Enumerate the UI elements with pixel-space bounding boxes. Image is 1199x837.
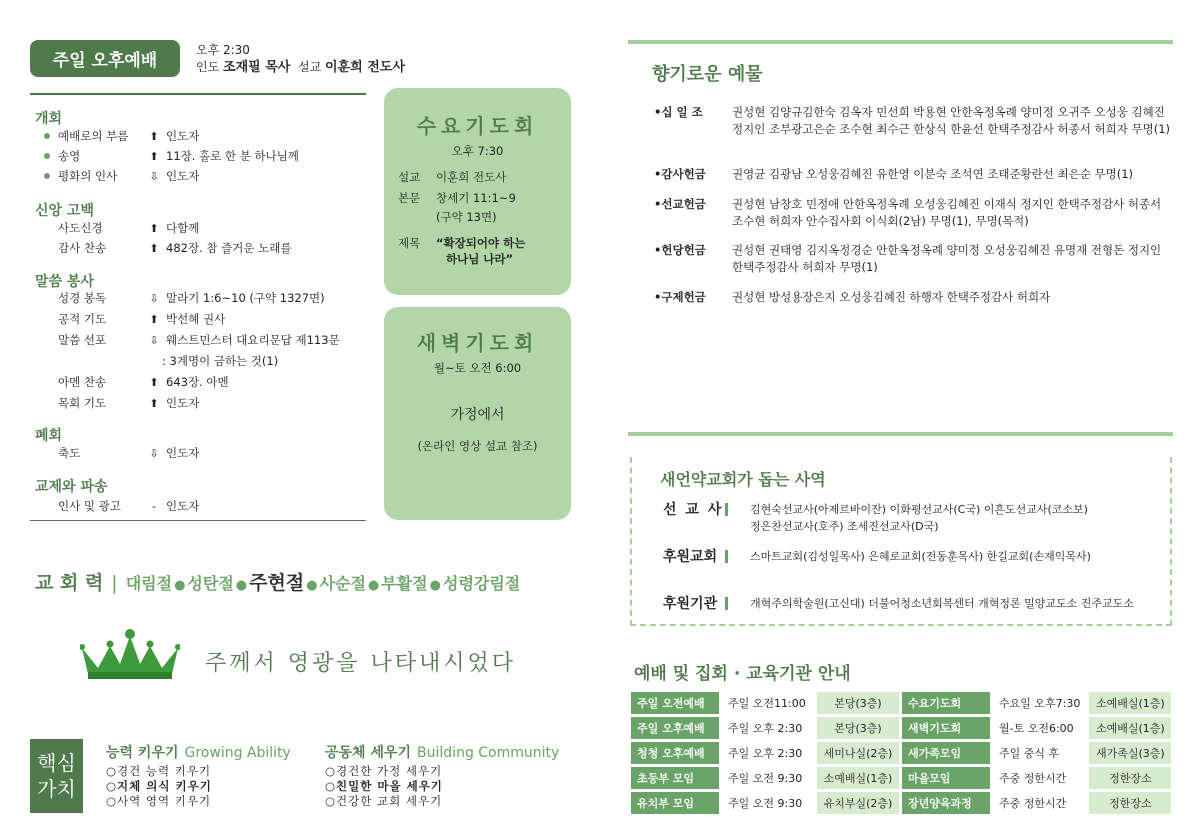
order-item: 축도 ⇩ 인도자 [58, 446, 200, 460]
mission-row: 선 교 사 [663, 499, 728, 519]
sit-icon: ⇩ [149, 169, 159, 183]
order-item: 공적 기도 ⬆ 박선혜 권사 [58, 312, 226, 326]
schedule-table [628, 689, 1174, 817]
offering-row: •선교헌금 권성현 남창호 민정애 안한옥정옥례 오성웅김혜진 이재식 정지인 한택주정감사 허종서 조수현 허희자 안수집사회 이식회(2남) 무명(1), 무명(목적) [654, 197, 1162, 228]
divider [628, 40, 1173, 44]
section-title: 폐회 [35, 428, 63, 444]
dawn-place: 가정에서 [450, 407, 505, 423]
order-item: 말씀 선포 ⇩ 웨스트민스터 대요리문답 제113문 [58, 333, 340, 347]
sit-icon: ⇩ [149, 291, 159, 305]
offering-row: •감사헌금 권영균 김광남 오성웅김혜진 유한영 이분숙 조석연 조태준황란선 최은순 무명(1) [654, 167, 1134, 181]
wednesday-topic: “확장되어야 하는 [436, 236, 526, 250]
service-badge: 주일 오후예배 [30, 40, 180, 77]
church-calendar: 교 회 력 | 대림절 ● 성탄절 ● 주현절 ● 사순절 ● 부활절 ● 성령강림절 [35, 568, 520, 595]
bullet-icon [44, 133, 50, 139]
current-season: 주현절 [249, 572, 305, 594]
core-values-badge: 핵심 가치 [30, 739, 83, 813]
order-item: 평화의 인사 ⇩ 인도자 [44, 168, 199, 184]
table-row: 주일 오전예배 주일 오전11:00 본당(3층) 수요기도회 수요일 오후7:30 소예배실(1층) [631, 692, 1171, 714]
wednesday-scripture: 창세기 11:1~9 [436, 191, 516, 205]
section-title: 교제와 파송 [35, 479, 108, 495]
order-item: 감사 찬송 ⬆ 482장. 참 즐거운 노래를 [58, 241, 292, 255]
offerings-title: 향기로운 예물 [652, 64, 763, 85]
bar-icon [725, 550, 728, 563]
stand-icon: ⬆ [149, 221, 159, 235]
stand-icon: ⬆ [149, 149, 159, 163]
core-value-ability-list: ○경건 능력 키우기 ○지체 의식 키우기 ○사역 영역 키우기 [106, 764, 212, 808]
dawn-time: 월~토 오전 6:00 [433, 361, 522, 375]
sit-icon: ⇩ [149, 333, 159, 347]
order-item-continued: : 3계명이 금하는 것(1) [162, 354, 279, 368]
order-item: 사도신경 ⬆ 다함께 [58, 221, 200, 235]
table-row: 주일 오후예배 주일 오후 2:30 본당(3층) 새벽기도회 월-토 오전6:00 소예배실(1층) [631, 717, 1171, 739]
service-time: 오후 2:30 [196, 43, 250, 57]
offering-row: •구제헌금 권성현 방성용장은지 오성웅김혜진 하행자 한택주정감사 허희자 [654, 290, 1051, 304]
section-title: 신앙 고백 [35, 203, 94, 219]
missions-title: 새언약교회가 돕는 사역 [660, 470, 826, 489]
stand-icon: ⬆ [149, 375, 159, 389]
order-item: 예배로의 부름 ⬆ 인도자 [44, 128, 199, 144]
core-value-ability: 능력 키우기 Growing Ability [106, 745, 291, 761]
bullet-icon [44, 153, 50, 159]
order-item: 인사 및 광고 - 인도자 [58, 499, 200, 513]
order-item: 목회 기도 ⬆ 인도자 [58, 396, 200, 410]
leader-name: 조재필 목사 [223, 60, 291, 75]
stand-icon: ⬆ [149, 241, 159, 255]
service-info: 오후 2:30 인도 조재필 목사 설교 이훈희 전도사 [196, 43, 405, 75]
stand-icon: ⬆ [149, 312, 159, 326]
section-title: 개회 [35, 111, 63, 127]
theme-text: 주께서 영광을 나타내시었다 [205, 651, 517, 676]
mission-row: 후원교회 [663, 546, 728, 566]
sit-icon: ⇩ [149, 446, 159, 460]
dawn-note: (온라인 영상 설교 참조) [417, 439, 538, 453]
divider [628, 432, 1173, 436]
preacher-name: 이훈희 전도사 [325, 60, 405, 75]
stand-icon: ⬆ [149, 396, 159, 410]
order-item: 아멘 찬송 ⬆ 643장. 아멘 [58, 375, 229, 389]
schedule-title: 예배 및 집회 · 교육기관 안내 [634, 664, 851, 684]
dawn-title: 새벽기도회 [416, 331, 539, 355]
table-row: 유치부 모임 주일 오전 9:30 유치부실(2층) 장년양육과정 주중 정한시간 정한장소 [631, 792, 1171, 814]
core-value-community-list: ○경건한 가정 세우기 ○친밀한 마을 세우기 ○건강한 교회 세우기 [325, 764, 443, 808]
crown-icon [80, 628, 180, 680]
wednesday-time: 오후 7:30 [451, 144, 504, 158]
stand-icon: ⬆ [149, 129, 159, 143]
order-item: 송영 ⬆ 11장. 홀로 한 분 하나님께 [44, 148, 299, 164]
wednesday-preacher: 이훈희 전도사 [436, 170, 507, 184]
calendar-label: 교 회 력 [35, 572, 104, 594]
section-title: 말씀 봉사 [35, 274, 94, 290]
bar-icon [725, 503, 728, 516]
mission-row: 후원기관 [663, 593, 728, 613]
table-row: 초등부 모임 주일 오전 9:30 소예배실(1층) 마을모임 주중 정한시간 정한장소 [631, 767, 1171, 789]
bullet-icon [44, 173, 50, 179]
core-value-community: 공동체 세우기 Building Community [325, 745, 560, 761]
divider [30, 520, 366, 521]
table-row: 청청 오후예배 주일 오후 2:30 세미나실(2층) 새가족모임 주일 중식 후 새가족실(3층) [631, 742, 1171, 764]
dawn-prayer-box [384, 307, 571, 520]
offering-row: •헌당헌금 권성현 권태영 김지옥정경순 안한옥정옥례 양미정 오성웅김혜진 유명재 전형돈 정지인 한택주정감사 허희자 무명(1) [654, 243, 1162, 274]
wednesday-title: 수요기도회 [416, 114, 539, 138]
bar-icon [725, 597, 728, 610]
offering-row: •십 일 조 권성현 김양규김한숙 김옥자 민선희 박용현 안한옥정옥례 양미정 오귀주 오성웅 김혜진 정지인 조부광고은순 조수현 최수근 한상식 한윤선 한택주정감사 허종서 허희자 무명(1) [654, 105, 1171, 136]
order-item: 성경 봉독 ⇩ 말라기 1:6~10 (구약 1327면) [58, 291, 325, 305]
wednesday-prayer-box: 수요기도회 오후 7:30 설교 이훈희 전도사 본문 창세기 11:1~9 (구약 13면) 제목 “확장되어야 하는 하나님 나라” [384, 88, 571, 295]
divider [30, 93, 366, 95]
